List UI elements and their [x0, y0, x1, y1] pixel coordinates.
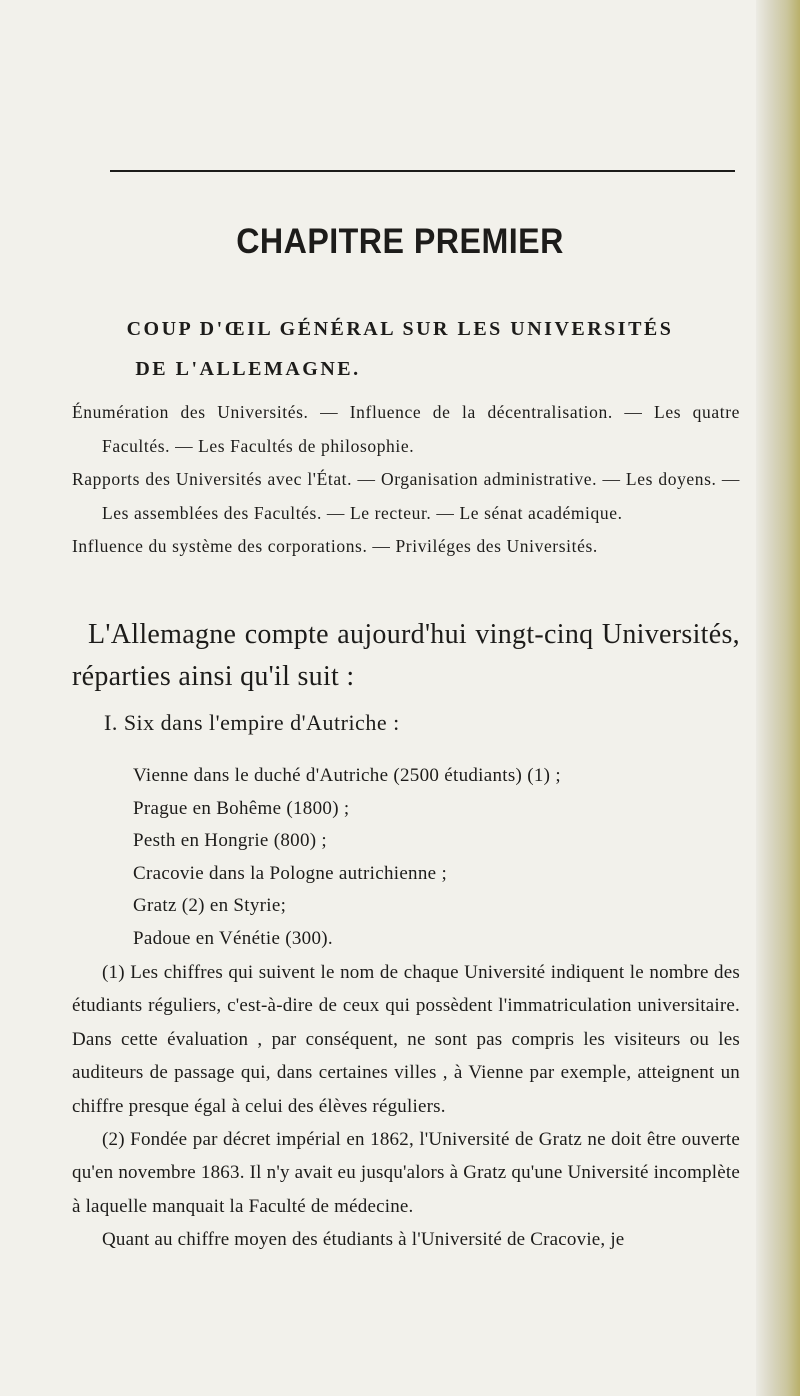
chapter-heading-line-2: DE L'ALLEMAGNE.	[135, 358, 361, 380]
list-item: Padoue en Vénétie (300).	[133, 927, 333, 949]
list-item: Gratz (2) en Styrie;	[133, 895, 287, 917]
list-item: Pesth en Hongrie (800) ;	[133, 830, 327, 852]
chapter-title: CHAPITRE PREMIER	[236, 222, 564, 261]
footnotes	[72, 956, 740, 1257]
list-item: Prague en Bohême (1800) ;	[133, 797, 350, 819]
lead-paragraph: L'Allemagne compte aujourd'hui vingt-cinq Universités, réparties ainsi qu'il suit :	[72, 619, 740, 692]
list-item: Cracovie dans la Pologne autrichienne ;	[133, 862, 448, 884]
university-list	[133, 760, 753, 956]
chapter-summary	[72, 396, 740, 564]
list-item: Vienne dans le duché d'Autriche (2500 étudiants) (1) ;	[133, 765, 561, 786]
page-edge	[756, 0, 800, 1396]
footnote-1: (1) Les chiffres qui suivent le nom de chaque Université indiquent le nombre des étudiants réguliers, c'est-à-dire de ceux qui possèdent l'immatriculation universitaire. Dans cette évaluation , par conséquent, ne sont pas compris les visiteurs ou les auditeurs de passage qui, dans certaines villes , à Vienne par exemple, atteignent un chiffre presque égal à celui des élèves réguliers.	[72, 962, 740, 1117]
summary-entry: Énumération des Universités. — Influence de la décentralisation. — Les quatre Facultés. — Les Facultés de philosophie.	[72, 402, 740, 456]
summary-entry: Rapports des Universités avec l'État. — Organisation administrative. — Les doyens. — Les assemblées des Facultés. — Le recteur. — Le sénat académique.	[72, 469, 740, 523]
footnote-2: (2) Fondée par décret impérial en 1862, l'Université de Gratz ne doit être ouverte qu'en novembre 1863. Il n'y avait eu jusqu'alors à Gratz qu'une Université incomplète à laquelle manquait la Faculté de médecine.	[72, 1129, 740, 1217]
list-heading: I. Six dans l'empire d'Autriche :	[104, 710, 400, 735]
chapter-heading-line-1: COUP D'ŒIL GÉNÉRAL SUR LES UNIVERSITÉS	[126, 318, 674, 340]
footnote-continuation: Quant au chiffre moyen des étudiants à l'Université de Cracovie, je	[102, 1229, 625, 1251]
summary-entry: Influence du système des corporations. — Priviléges des Universités.	[72, 536, 598, 556]
header-rule	[110, 170, 735, 172]
